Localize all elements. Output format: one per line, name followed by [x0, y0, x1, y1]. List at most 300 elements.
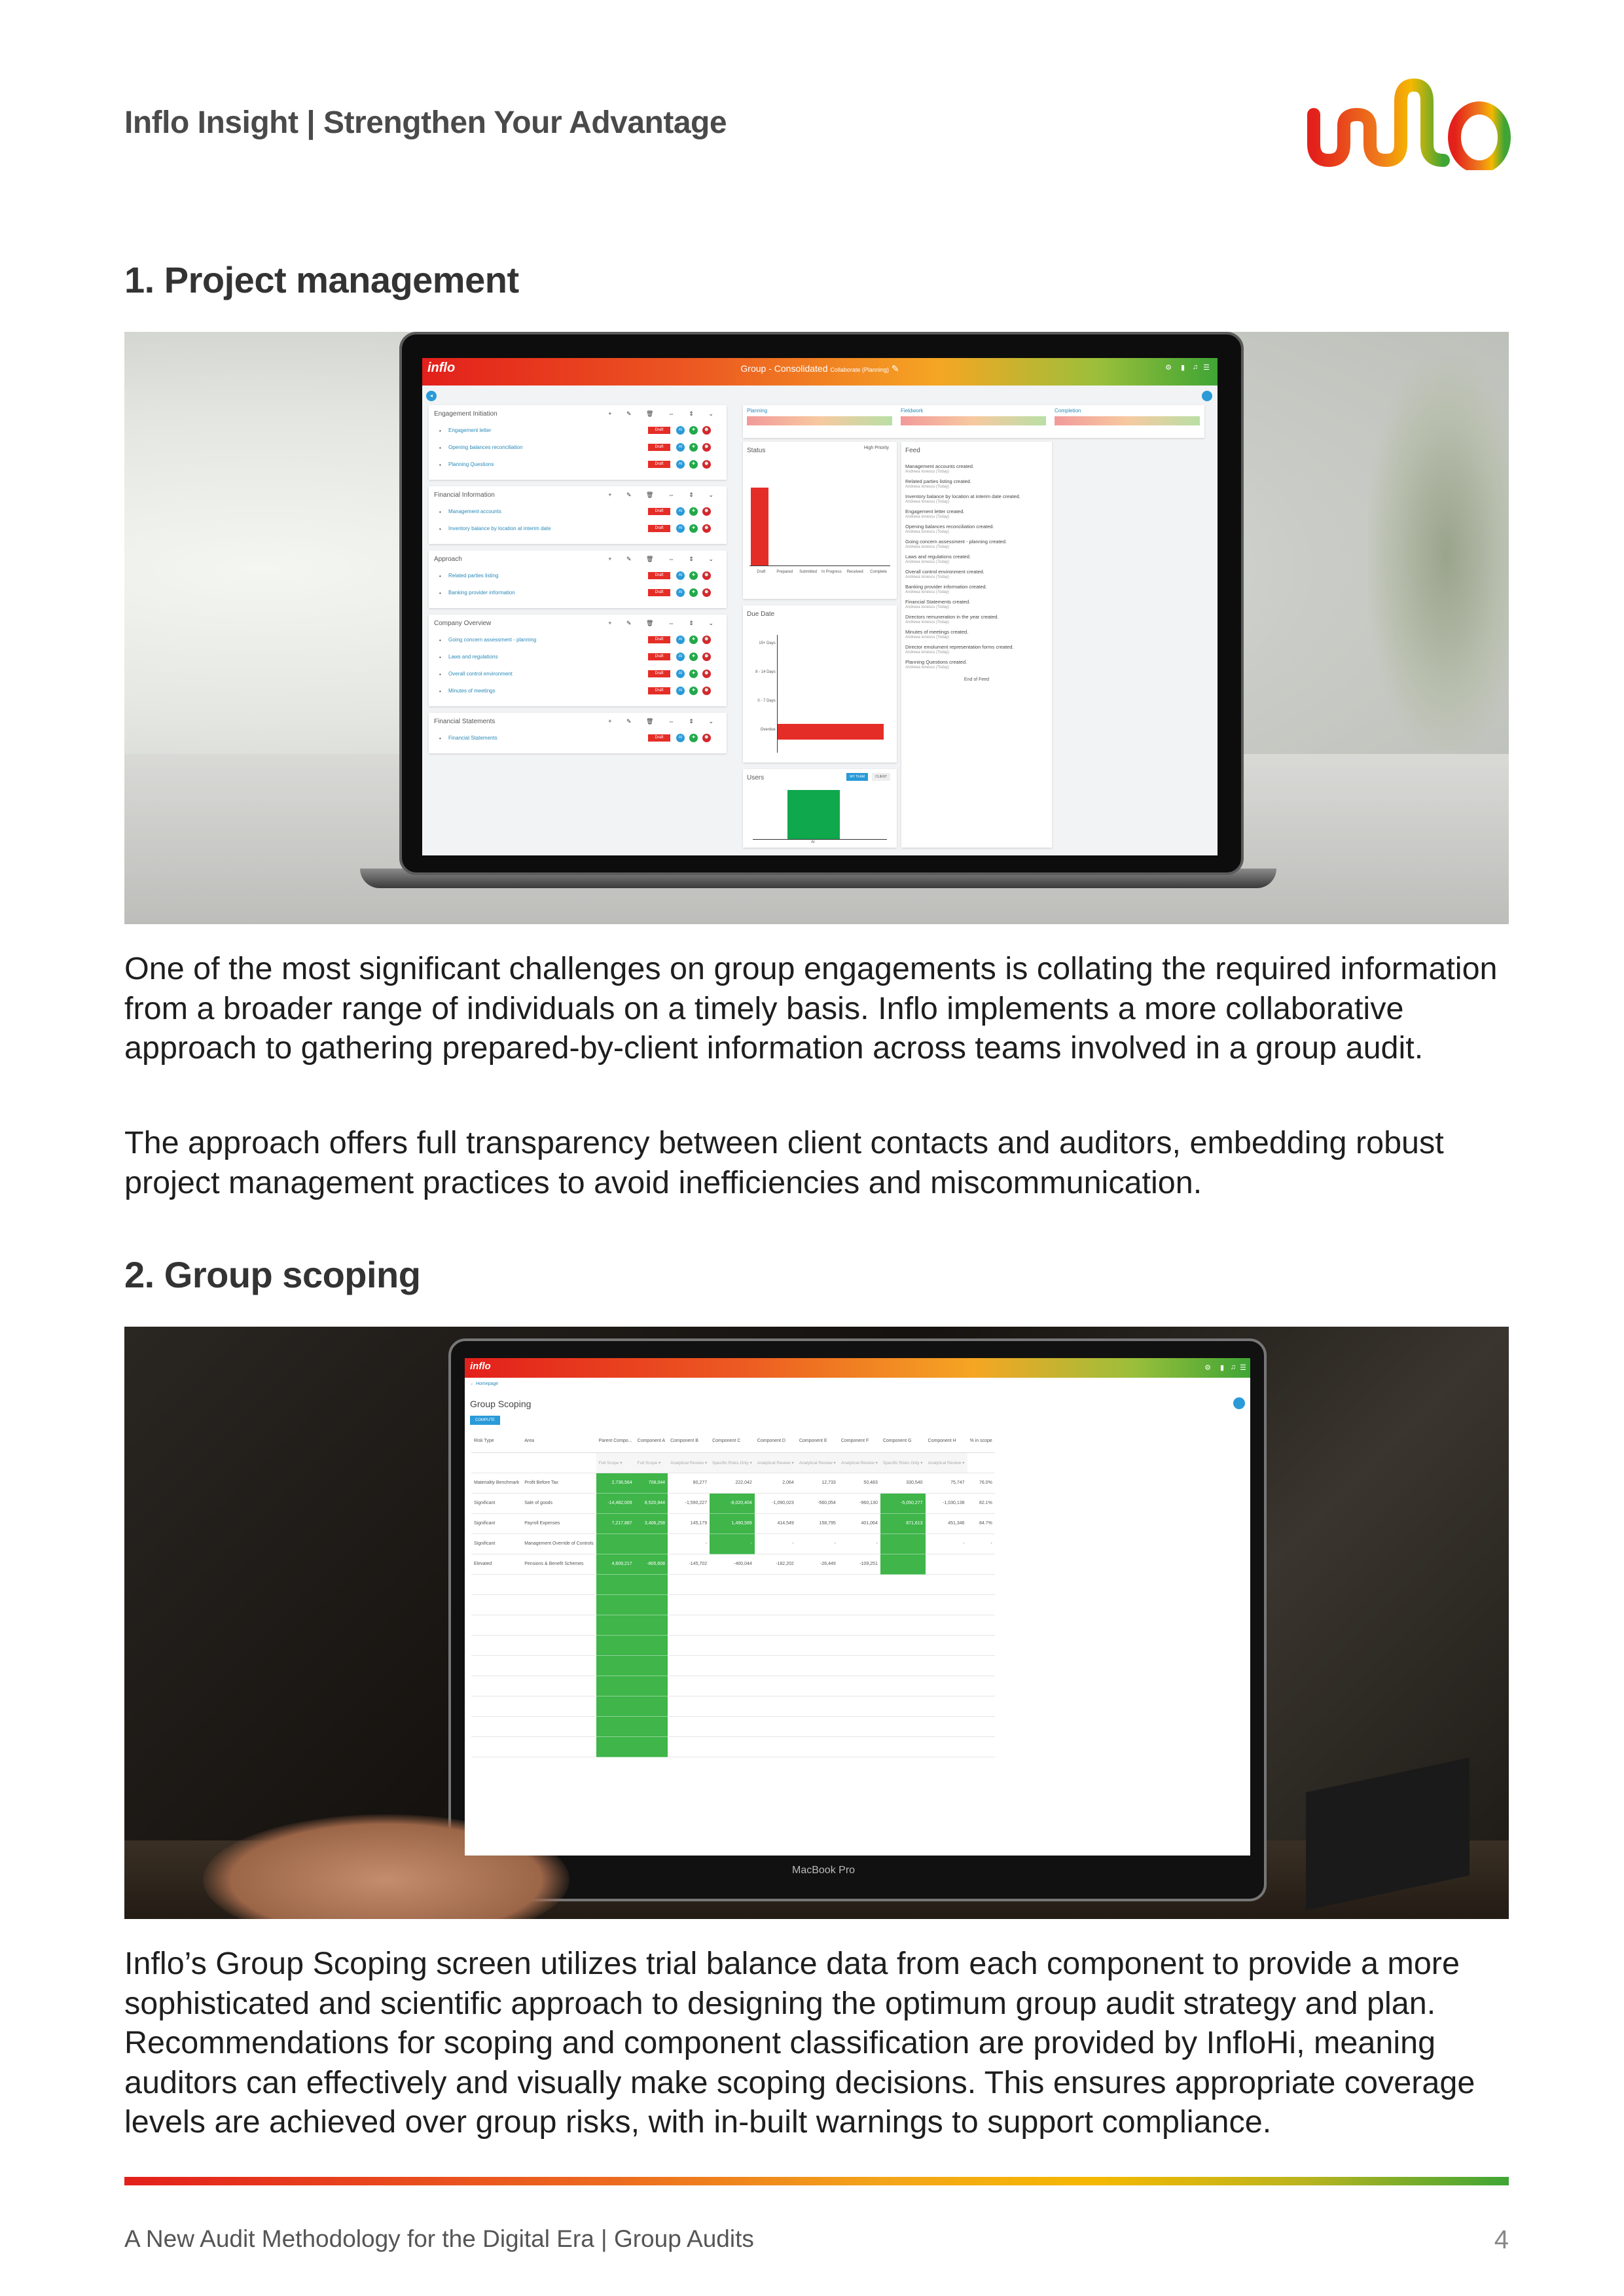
value-cell	[596, 1676, 635, 1696]
value-cell	[596, 1716, 635, 1736]
value-cell	[755, 1615, 797, 1635]
feed-item-author: Andreea Ionescu (Today)	[905, 590, 950, 594]
section-toolbar[interactable]: + ✎ 🗑 ⇔ ⇕ ⌄	[608, 556, 720, 562]
status-chart-title: Status	[747, 447, 766, 454]
assignee-avatar[interactable]: AI	[676, 443, 685, 452]
due-date-icon[interactable]: ⌚	[702, 426, 711, 435]
value-cell	[668, 1635, 710, 1655]
value-cell	[880, 1696, 926, 1716]
value-cell: 80,277	[668, 1473, 710, 1493]
area-cell: Sale of goods	[522, 1493, 596, 1513]
column-header: Component G	[880, 1430, 926, 1452]
feed-item-author: Andreea Ionescu (Today)	[905, 575, 950, 579]
approve-icon[interactable]: ✚	[689, 653, 698, 661]
value-cell	[710, 1716, 755, 1736]
section-title: Financial Statements	[434, 718, 496, 725]
task-row[interactable]	[434, 687, 721, 696]
assignee-avatar[interactable]: AI	[676, 426, 685, 435]
task-row[interactable]	[434, 460, 721, 469]
laptop-brand-label: MacBook Pro	[792, 1865, 856, 1876]
value-cell	[926, 1655, 967, 1676]
feed-card	[901, 442, 1052, 848]
task-row[interactable]	[434, 524, 721, 533]
value-cell	[839, 1655, 880, 1676]
status-badge[interactable]: Draft	[648, 734, 670, 742]
task-row[interactable]	[434, 670, 721, 679]
group-scoping-paragraph: Inflo’s Group Scoping screen utilizes trial balance data from each component to provide a more sophisticated and scientific approach to designing the optimum group audit strategy and plan. Recommendations for scoping and component classification are provided by InfloHi, meaning auditors can effectively and visually make scoping decisions. This ensures appropriate coverage levels are achieved over group risks, with in-built warnings to support compliance.	[124, 1946, 1475, 2140]
table-row	[471, 1574, 995, 1594]
status-badge[interactable]: Draft	[648, 427, 670, 434]
users-axis-label: AI	[811, 840, 815, 844]
my-team-tab[interactable]: MY TEAM	[846, 773, 868, 781]
value-cell: -	[839, 1534, 880, 1554]
status-badge[interactable]: Draft	[648, 653, 670, 660]
column-header: Component C	[710, 1430, 755, 1452]
task-row[interactable]	[434, 588, 721, 598]
status-badge[interactable]: Draft	[648, 687, 670, 694]
engagement-subtitle: Collaborate (Planning)	[830, 367, 889, 373]
users-chart-card	[743, 769, 897, 848]
task-row[interactable]	[434, 653, 721, 662]
menu-icon[interactable]: ☰	[1203, 364, 1210, 372]
scope-value: Analytical Review	[840, 1460, 875, 1465]
task-link[interactable]: Engagement letter	[448, 427, 492, 433]
assignee-avatar[interactable]: AI	[676, 507, 685, 516]
value-cell	[839, 1676, 880, 1696]
phase-label: Fieldwork	[901, 408, 924, 414]
status-badge[interactable]: Draft	[648, 670, 670, 677]
due-date-icon[interactable]: ⌚	[702, 507, 711, 516]
value-cell	[755, 1594, 797, 1615]
feed-item-author: Andreea Ionescu (Today)	[905, 500, 950, 504]
table-row	[471, 1716, 995, 1736]
approve-icon[interactable]: ✚	[689, 687, 698, 695]
feed-item	[905, 554, 1048, 565]
scope-dropdown[interactable]: Analytical Review ▾	[839, 1452, 880, 1473]
bullet-icon: •	[439, 445, 441, 451]
end-of-feed: End of Feed	[964, 677, 990, 682]
breadcrumb[interactable]: ← Homepage	[470, 1382, 499, 1386]
engagement-title: Group - Consolidated	[740, 363, 828, 374]
document-icon[interactable]: ▮	[1180, 364, 1185, 372]
due-axis-label: Overdue	[760, 728, 776, 732]
due-date-icon[interactable]: ⌚	[702, 670, 711, 678]
due-axis-label: 8 - 14 Days	[755, 670, 776, 674]
risk-type-cell: Significant	[471, 1534, 522, 1554]
bullet-icon: •	[439, 573, 441, 579]
value-cell	[471, 1716, 522, 1736]
due-date-chart-card	[743, 605, 897, 762]
scope-dropdown[interactable]: Specific Risks Only ▾	[880, 1452, 926, 1473]
phase-progress-bar	[1055, 416, 1200, 425]
project-management-screenshot-photo	[124, 332, 1509, 924]
value-cell	[522, 1594, 596, 1615]
value-cell: -560,054	[797, 1493, 839, 1513]
scope-value: Analytical Review	[670, 1460, 704, 1465]
assignee-avatar[interactable]: AI	[676, 636, 685, 644]
status-badge[interactable]: Draft	[648, 461, 670, 468]
phase-planning	[747, 408, 892, 425]
due-date-icon[interactable]: ⌚	[702, 460, 711, 469]
feed-item	[905, 659, 1048, 671]
feed-item	[905, 463, 1048, 475]
section-heading-group-scoping: 2. Group scoping	[124, 1254, 421, 1295]
scope-dropdown[interactable]: Full Scope ▾	[635, 1452, 668, 1473]
section-toolbar[interactable]: + ✎ 🗑 ⇔ ⇕ ⌄	[608, 718, 720, 725]
bell-icon[interactable]: ♫	[1192, 363, 1198, 371]
value-cell: -26,449	[797, 1554, 839, 1574]
value-cell: -	[668, 1534, 710, 1554]
task-row[interactable]	[434, 426, 721, 435]
value-cell	[596, 1594, 635, 1615]
scope-dropdown[interactable]: Full Scope ▾	[596, 1452, 635, 1473]
task-row[interactable]	[434, 734, 721, 743]
status-axis-label: Complete	[870, 570, 887, 574]
status-axis-label: In Progress	[821, 570, 842, 574]
column-header: Component H	[926, 1430, 967, 1452]
due-date-icon[interactable]: ⌚	[702, 636, 711, 644]
value-cell	[755, 1574, 797, 1594]
feed-item	[905, 524, 1048, 535]
value-cell	[668, 1655, 710, 1676]
bullet-icon: •	[439, 462, 441, 468]
feed-item-text: Opening balances reconciliation created.	[905, 524, 994, 529]
value-cell	[839, 1594, 880, 1615]
feed-item-author: Andreea Ionescu (Today)	[905, 470, 950, 474]
scope-dropdown[interactable]: Analytical Review ▾	[755, 1452, 797, 1473]
feed-item	[905, 644, 1048, 656]
table-row	[471, 1554, 995, 1574]
area-cell: Pensions & Benefit Schemes	[522, 1554, 596, 1574]
value-cell	[967, 1615, 995, 1635]
value-cell: -182,202	[755, 1554, 797, 1574]
value-cell: 871,613	[880, 1513, 926, 1534]
settings-icon[interactable]: ⚙	[1165, 364, 1172, 372]
value-cell: -805,608	[635, 1554, 668, 1574]
value-cell: -109,251	[839, 1554, 880, 1574]
value-cell	[668, 1574, 710, 1594]
status-badge[interactable]: Draft	[648, 636, 670, 643]
bullet-icon: •	[439, 736, 441, 742]
value-cell	[668, 1615, 710, 1635]
value-cell: 8,520,944	[635, 1493, 668, 1513]
phase-progress-bar	[747, 416, 892, 425]
value-cell	[668, 1696, 710, 1716]
scope-dropdown[interactable]: Analytical Review ▾	[926, 1452, 967, 1473]
feed-item-text: Directors remuneration in the year created.	[905, 614, 999, 620]
value-cell: 2,736,564	[596, 1473, 635, 1493]
status-bar	[751, 488, 768, 565]
due-date-icon[interactable]: ⌚	[702, 653, 711, 661]
section-title: Engagement Initiation	[434, 410, 497, 418]
value-cell	[635, 1615, 668, 1635]
section-toolbar[interactable]: + ✎ 🗑 ⇔ ⇕ ⌄	[608, 492, 720, 498]
task-row[interactable]	[434, 443, 721, 452]
bullet-icon: •	[439, 526, 441, 532]
project-management-paragraph-2: The approach offers full transparency between client contacts and auditors, embedding robust project management practices to avoid inefficiencies and miscommunication.	[124, 1125, 1444, 1200]
value-cell	[710, 1736, 755, 1757]
value-cell: -	[926, 1534, 967, 1554]
menu-icon[interactable]: ☰	[1240, 1364, 1246, 1372]
status-axis-label: Submitted	[799, 570, 818, 574]
assignee-avatar[interactable]: AI	[676, 571, 685, 580]
feed-item-text: Management accounts created.	[905, 463, 975, 469]
value-cell	[635, 1655, 668, 1676]
status-badge[interactable]: Draft	[648, 589, 670, 596]
settings-icon[interactable]: ⚙	[1204, 1364, 1211, 1372]
value-cell	[596, 1574, 635, 1594]
task-row[interactable]	[434, 636, 721, 645]
value-cell	[635, 1716, 668, 1736]
scope-value: Full Scope	[637, 1460, 658, 1465]
approve-icon[interactable]: ✚	[689, 734, 698, 742]
column-header: % in scope	[967, 1430, 995, 1452]
value-cell	[926, 1716, 967, 1736]
scope-value: Analytical Review	[928, 1460, 962, 1465]
task-link[interactable]: Minutes of meetings	[448, 688, 496, 694]
section-title: Approach	[434, 556, 462, 563]
value-cell	[471, 1736, 522, 1757]
phase-label: Planning	[747, 408, 768, 414]
users-chart-title: Users	[747, 774, 765, 781]
section-title: Company Overview	[434, 620, 492, 627]
feed-item-author: Andreea Ionescu (Today)	[905, 651, 950, 655]
area-cell: Management Override of Controls	[522, 1534, 596, 1554]
feed-item	[905, 493, 1048, 505]
value-cell	[522, 1716, 596, 1736]
value-cell	[668, 1594, 710, 1615]
scope-dropdown[interactable]: Analytical Review ▾	[668, 1452, 710, 1473]
bullet-icon: •	[439, 637, 441, 643]
value-cell: 50,483	[839, 1473, 880, 1493]
value-cell	[635, 1635, 668, 1655]
approve-icon[interactable]: ✚	[689, 426, 698, 435]
bell-icon[interactable]: ♫	[1230, 1363, 1236, 1371]
scope-dropdown[interactable]: Specific Risks Only ▾	[710, 1452, 755, 1473]
task-link[interactable]: Opening balances reconciliation	[448, 444, 523, 450]
task-link[interactable]: Related parties listing	[448, 573, 499, 579]
project-management-paragraph-1: One of the most significant challenges on group engagements is collating the required information from a broader range of individuals on a timely basis. Inflo implements a more collaborative approach to gathering prepared-by-client information across teams involved in a group audit.	[124, 951, 1498, 1066]
value-cell: -1,090,023	[755, 1493, 797, 1513]
value-cell	[710, 1635, 755, 1655]
project-management-app-screen: inflo Group - Consolidated Collaborate (Planning) ✎ ⚙ ▮ ♫ ☰ ◂ Engagement Initiation + ✎ 🗑 ⇔ ⇕ ⌄ • Engagement letter Draft AI ✚ ⌚ • Opening balances reconciliation Draft AI ✚ ⌚ • Planning Questions Draft AI ✚ ⌚ Financial Information + ✎ 🗑 ⇔ ⇕ ⌄ • Management accounts Draft AI ✚ ⌚ • Inventory balance by location at interim date Draft AI ✚ ⌚ Approach + ✎ 🗑 ⇔ ⇕ ⌄ • Related parties listing Draft AI ✚ ⌚ • Banking provider information Draft AI ✚ ⌚ Company Overview + ✎ 🗑 ⇔ ⇕ ⌄ • Going concern assessment - planning Draft AI ✚ ⌚ • Laws and regulations Draft AI ✚ ⌚ • Overall control environment Draft AI ✚ ⌚ • Minutes of meetings Draft AI ✚ ⌚ Financial Statements + ✎ 🗑 ⇔ ⇕ ⌄ • Financial Statements Draft AI ✚ ⌚ Planning Fieldwork Completion Status High Priority Draft Prepared Submitted In Progress Received Complete Due Date 15+ Days 8 - 14 Days 0 - 7 Days Overdue Users MY TEAM CLIENT AI Feed Management accounts created. Andreea Ionescu (Today) Related parties listing created. Andreea Ionescu (Today) Inventory balance by location at interim date created. Andreea Ionescu (Today) Engagement letter created. Andreea Ionescu (Today) Opening balances reconciliation created. Andreea Ionescu (Today) Going concern assessment - planning created. Andreea Ionescu (Today) Laws and regulations created. Andreea Ionescu (Today) Overall control environment created. Andreea Ionescu (Today) Banking provider information created. Andreea Ionescu (Today) Financial Statements created. Andreea Ionescu (Today) Directors remuneration in the year created. Andreea Ionescu (Today) Minutes of meetings created. Andreea Ionescu (Today) Director emolument representation forms created. Andreea Ionescu (Today) Planning Questions created. Andreea Ionescu (Today) End of Feed	[422, 358, 1218, 855]
approve-icon[interactable]: ✚	[689, 636, 698, 644]
task-link[interactable]: Inventory balance by location at interim date	[448, 526, 551, 531]
task-section-card	[429, 615, 727, 706]
table-row	[471, 1594, 995, 1615]
task-link[interactable]: Banking provider information	[448, 590, 515, 596]
value-cell	[755, 1635, 797, 1655]
due-bar	[778, 724, 884, 740]
task-link[interactable]: Going concern assessment - planning	[448, 637, 537, 643]
feed-item-author: Andreea Ionescu (Today)	[905, 605, 950, 609]
value-cell	[668, 1716, 710, 1736]
feed-item-author: Andreea Ionescu (Today)	[905, 620, 950, 624]
value-cell	[967, 1716, 995, 1736]
value-cell	[967, 1635, 995, 1655]
due-date-icon[interactable]: ⌚	[702, 443, 711, 452]
approve-icon[interactable]: ✚	[689, 507, 698, 516]
table-row	[471, 1676, 995, 1696]
approve-icon[interactable]: ✚	[689, 524, 698, 533]
assignee-avatar[interactable]: AI	[676, 460, 685, 469]
task-link[interactable]: Financial Statements	[448, 735, 497, 741]
value-cell	[926, 1635, 967, 1655]
task-row[interactable]	[434, 507, 721, 516]
task-section-card	[429, 550, 727, 608]
assignee-avatar[interactable]: AI	[676, 670, 685, 678]
value-cell	[668, 1736, 710, 1757]
table-row	[471, 1493, 995, 1513]
feed-item-author: Andreea Ionescu (Today)	[905, 530, 950, 534]
task-link[interactable]: Planning Questions	[448, 461, 494, 467]
value-cell	[880, 1676, 926, 1696]
client-tab[interactable]: CLIENT	[872, 773, 890, 781]
pct-in-scope-cell: 76.0%	[967, 1473, 995, 1493]
bullet-icon: •	[439, 509, 441, 515]
status-badge[interactable]: Draft	[648, 444, 670, 451]
value-cell	[797, 1655, 839, 1676]
due-date-icon[interactable]: ⌚	[702, 524, 711, 533]
value-cell	[635, 1594, 668, 1615]
users-bar-ai	[787, 790, 840, 839]
approve-icon[interactable]: ✚	[689, 460, 698, 469]
value-cell	[926, 1696, 967, 1716]
document-header-title: Inflo Insight | Strengthen Your Advantage	[124, 105, 727, 140]
value-cell	[797, 1594, 839, 1615]
risk-type-cell: Elevated	[471, 1554, 522, 1574]
value-cell	[797, 1615, 839, 1635]
table-row	[471, 1513, 995, 1534]
value-cell	[522, 1736, 596, 1757]
section-toolbar[interactable]: + ✎ 🗑 ⇔ ⇕ ⌄	[608, 620, 720, 626]
approve-icon[interactable]: ✚	[689, 670, 698, 678]
due-date-icon[interactable]: ⌚	[702, 734, 711, 742]
value-cell	[839, 1615, 880, 1635]
value-cell	[926, 1676, 967, 1696]
task-section-card	[429, 405, 727, 480]
value-cell: -1,030,138	[926, 1493, 967, 1513]
assignee-avatar[interactable]: AI	[676, 653, 685, 661]
column-header: Risk Type	[471, 1430, 522, 1452]
back-button[interactable]: ◂	[426, 391, 437, 401]
status-badge[interactable]: Draft	[648, 508, 670, 515]
phase-label: Completion	[1055, 408, 1081, 414]
value-cell: -400,044	[710, 1554, 755, 1574]
value-cell	[880, 1554, 926, 1574]
assignee-avatar[interactable]: AI	[676, 524, 685, 533]
value-cell: 12,733	[797, 1473, 839, 1493]
area-cell: Payroll Expenses	[522, 1513, 596, 1534]
app-logo: inflo	[427, 361, 456, 375]
value-cell	[522, 1615, 596, 1635]
approve-icon[interactable]: ✚	[689, 588, 698, 597]
task-link[interactable]: Management accounts	[448, 509, 501, 514]
feed-item-text: Related parties listing created.	[905, 478, 971, 484]
value-cell	[880, 1635, 926, 1655]
value-cell: 414,549	[755, 1513, 797, 1534]
approve-icon[interactable]: ✚	[689, 443, 698, 452]
scope-value: Specific Risks Only	[882, 1460, 920, 1465]
value-cell	[710, 1676, 755, 1696]
feed-item	[905, 509, 1048, 520]
status-axis-label: Prepared	[776, 570, 793, 574]
group-scoping-app-screen	[465, 1358, 1250, 1856]
due-date-icon[interactable]: ⌚	[702, 571, 711, 580]
value-cell	[926, 1594, 967, 1615]
section-toolbar[interactable]: + ✎ 🗑 ⇔ ⇕ ⌄	[608, 410, 720, 417]
compute-button[interactable]: COMPUTE	[470, 1416, 500, 1425]
assignee-avatar[interactable]: AI	[676, 687, 685, 695]
value-cell: -960,130	[839, 1493, 880, 1513]
task-link[interactable]: Laws and regulations	[448, 654, 498, 660]
due-date-icon[interactable]: ⌚	[702, 687, 711, 695]
value-cell	[967, 1676, 995, 1696]
due-date-icon[interactable]: ⌚	[702, 588, 711, 597]
value-cell	[471, 1574, 522, 1594]
settings-button[interactable]	[1202, 391, 1212, 401]
document-icon[interactable]: ▮	[1219, 1364, 1224, 1372]
value-cell	[471, 1615, 522, 1635]
value-cell	[635, 1676, 668, 1696]
bullet-icon: •	[439, 655, 441, 660]
value-cell	[880, 1655, 926, 1676]
feed-title: Feed	[905, 447, 920, 454]
value-cell	[596, 1635, 635, 1655]
pct-in-scope-cell: 82.1%	[967, 1493, 995, 1513]
value-cell	[967, 1574, 995, 1594]
value-cell	[839, 1716, 880, 1736]
value-cell	[755, 1736, 797, 1757]
task-row[interactable]	[434, 571, 721, 581]
task-link[interactable]: Overall control environment	[448, 671, 513, 677]
footer-text: A New Audit Methodology for the Digital Era | Group Audits	[124, 2225, 754, 2252]
value-cell	[635, 1696, 668, 1716]
column-header: Area	[522, 1430, 596, 1452]
risk-type-cell: Materiality Benchmark	[471, 1473, 522, 1493]
scope-value: Specific Risks Only	[712, 1460, 749, 1465]
value-cell: -1,590,227	[668, 1493, 710, 1513]
value-cell: -8,020,404	[710, 1493, 755, 1513]
approve-icon[interactable]: ✚	[689, 571, 698, 580]
status-badge[interactable]: Draft	[648, 572, 670, 579]
value-cell	[522, 1635, 596, 1655]
high-priority-toggle[interactable]: High Priority	[863, 446, 889, 450]
assignee-avatar[interactable]: AI	[676, 734, 685, 742]
due-axis-label: 0 - 7 Days	[757, 699, 776, 703]
settings-button[interactable]	[1233, 1397, 1245, 1409]
value-cell	[880, 1534, 926, 1554]
section-title: Financial Information	[434, 492, 495, 499]
status-badge[interactable]: Draft	[648, 525, 670, 532]
value-cell: 330,540	[880, 1473, 926, 1493]
feed-item-author: Andreea Ionescu (Today)	[905, 636, 950, 639]
value-cell: 145,179	[668, 1513, 710, 1534]
value-cell	[635, 1736, 668, 1757]
value-cell	[710, 1696, 755, 1716]
feed-item-text: Inventory balance by location at interim date created.	[905, 493, 1020, 499]
value-cell	[596, 1615, 635, 1635]
value-cell	[755, 1676, 797, 1696]
value-cell	[710, 1655, 755, 1676]
value-cell	[797, 1635, 839, 1655]
scope-dropdown[interactable]: Analytical Review ▾	[797, 1452, 839, 1473]
assignee-avatar[interactable]: AI	[676, 588, 685, 597]
value-cell	[710, 1615, 755, 1635]
feed-item-author: Andreea Ionescu (Today)	[905, 666, 950, 670]
feed-item-text: Banking provider information created.	[905, 584, 987, 590]
column-header: Parent Compo...	[596, 1430, 635, 1452]
